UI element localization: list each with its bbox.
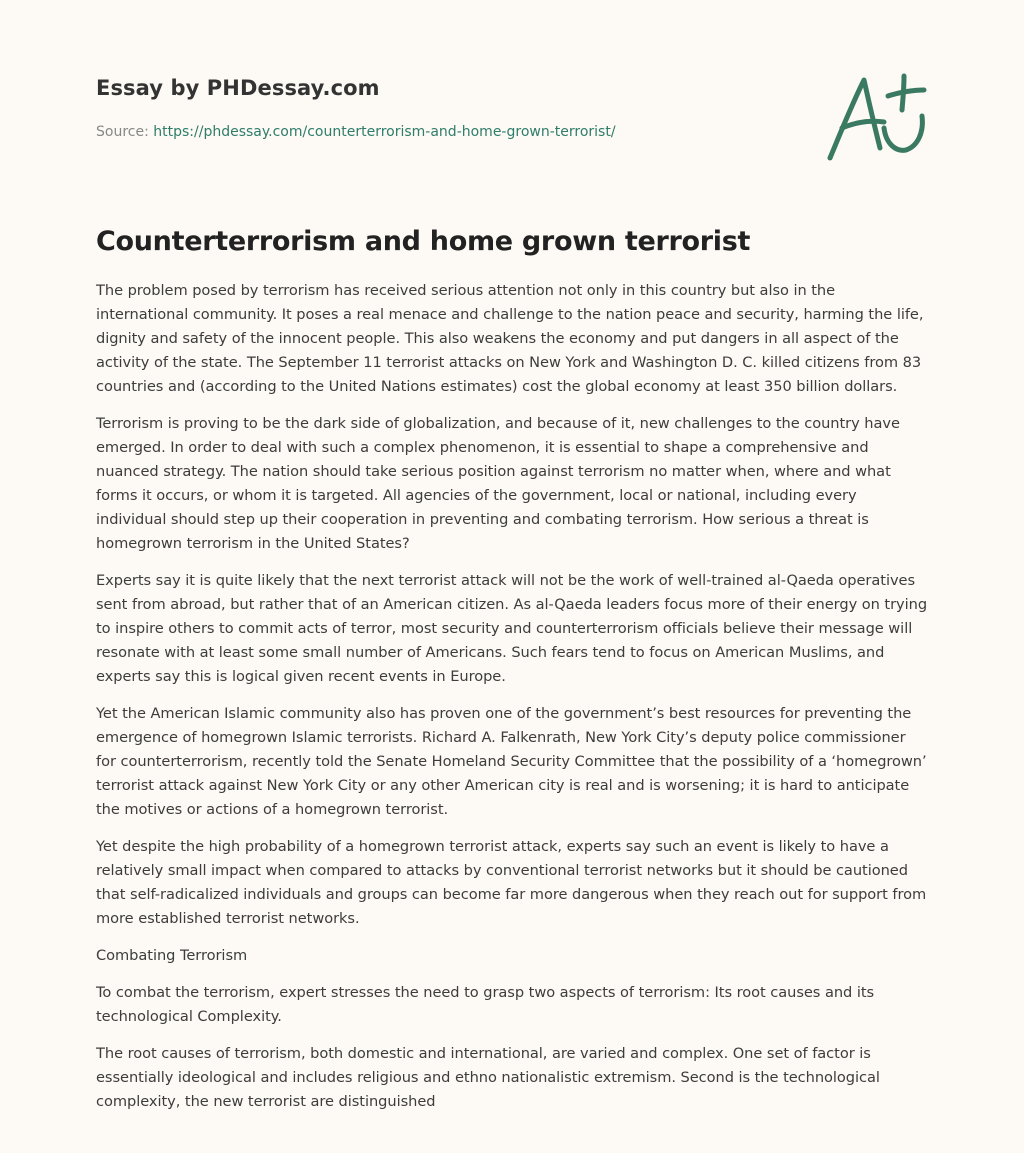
paragraph-3: Experts say it is quite likely that the next terrorist attack will not be the work of well-trained al-Qaeda operatives sent from abroad, but rather that of an American citizen. As al-Qaeda leaders focus more of their energy on trying to inspire others to commit acts of terror, most security and counterterrorism officials believe their message will resonate with at least some small number of Americans. Such fears tend to focus on American Muslims, and experts say this is logical given recent events in Europe. <box>96 572 928 685</box>
paragraph-2: Terrorism is proving to be the dark side of globalization, and because of it, new challenges to the country have emerged. In order to deal with such a complex phenomenon, it is essential to shape a comprehensive and nuanced strategy. The nation should take serious position against terrorism no matter when, where and what forms it occurs, or whom it is targeted. All agencies of the government, local or national, including every individual should step up their cooperation in preventing and combating terrorism. How serious a threat is homegrown terrorism in the United States? <box>96 415 900 552</box>
article <box>96 226 930 1127</box>
paragraph-4: Yet the American Islamic community also has proven one of the government’s best resources for preventing the emergence of homegrown Islamic terrorists. Richard A. Falkenrath, New York City’s deputy police commissioner for counterterrorism, recently told the Senate Homeland Security Committee that the possibility of a ‘homegrown’ terrorist attack against New York City or any other American city is real and is worsening; it is hard to anticipate the motives or actions of a homegrown terrorist. <box>96 705 927 818</box>
article-title: Counterterrorism and home grown terrorist <box>96 226 751 257</box>
paragraph-6: To combat the terrorism, expert stresses the need to grasp two aspects of terrorism: Its root causes and its technological Complexity. <box>96 984 875 1025</box>
source-link[interactable]: https://phdessay.com/counterterrorism-and-home-grown-terrorist/ <box>153 124 616 140</box>
source-line <box>96 124 616 140</box>
brand-title: Essay by PHDessay.com <box>96 76 380 100</box>
paragraph-7: The root causes of terrorism, both domestic and international, are varied and complex. One set of factor is essentially ideological and includes religious and ethno nationalistic extremism. Second is the technological complexity, the new terrorist are distinguished <box>96 1045 880 1110</box>
site-header <box>96 76 696 100</box>
paragraph-5: Yet despite the high probability of a homegrown terrorist attack, experts say such an event is likely to have a relatively small impact when compared to attacks by conventional terrorist networks but it should be cautioned that self-radicalized individuals and groups can become far more dangerous when they reach out for support from more established terrorist networks. <box>96 838 927 927</box>
section-heading-combating-terrorism: Combating Terrorism <box>96 947 248 964</box>
source-label: Source: <box>96 124 149 140</box>
a-plus-logo <box>822 66 932 166</box>
paragraph-1: The problem posed by terrorism has received serious attention not only in this country but also in the international community. It poses a real menace and challenge to the nation peace and security, harming the life, dignity and safety of the innocent people. This also weakens the economy and put dangers in all aspect of the activity of the state. The September 11 terrorist attacks on New York and Washington D. C. killed citizens from 83 countries and (according to the United Nations estimates) cost the global economy at least 350 billion dollars. <box>96 282 924 395</box>
